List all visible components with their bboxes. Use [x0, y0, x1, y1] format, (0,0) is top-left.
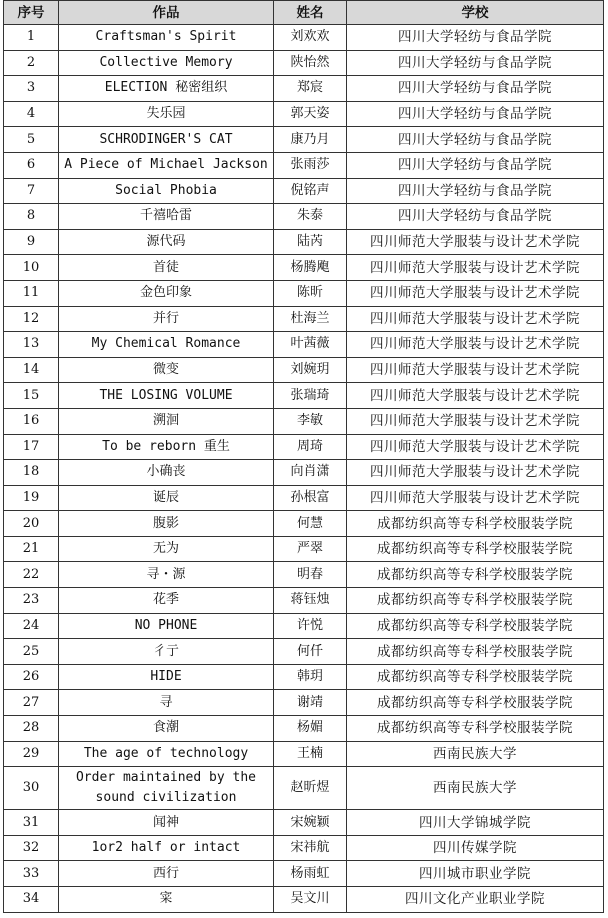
- cell-work: 彳亍: [59, 639, 274, 665]
- header-row: [4, 1, 604, 25]
- cell-number: 17: [4, 434, 59, 460]
- table-row: [4, 434, 604, 460]
- cell-name: 孙根富: [274, 485, 347, 511]
- cell-name: 谢靖: [274, 690, 347, 716]
- cell-work: THE LOSING VOLUME: [59, 383, 274, 409]
- cell-name: 郭天姿: [274, 101, 347, 127]
- table-row: [4, 101, 604, 127]
- cell-work: 寻・源: [59, 562, 274, 588]
- cell-number: 32: [4, 835, 59, 861]
- table-row: [4, 178, 604, 204]
- table-row: [4, 485, 604, 511]
- cell-number: 22: [4, 562, 59, 588]
- cell-school: 四川文化产业职业学院: [347, 887, 604, 913]
- cell-work: To be reborn 重生: [59, 434, 274, 460]
- cell-work: Collective Memory: [59, 50, 274, 76]
- table-row: [4, 127, 604, 153]
- cell-number: 13: [4, 332, 59, 358]
- cell-number: 19: [4, 485, 59, 511]
- cell-name: 杨雨虹: [274, 861, 347, 887]
- cell-school: 四川传媒学院: [347, 835, 604, 861]
- header-work: 作品: [59, 1, 274, 25]
- cell-name: 杨腾飑: [274, 255, 347, 281]
- cell-number: 34: [4, 887, 59, 913]
- table-row: [4, 741, 604, 767]
- cell-school: 四川大学轻纺与食品学院: [347, 152, 604, 178]
- cell-name: 郑宸: [274, 76, 347, 102]
- cell-work: Social Phobia: [59, 178, 274, 204]
- table-row: [4, 357, 604, 383]
- cell-name: 蒋钰烛: [274, 588, 347, 614]
- cell-work: Order maintained by the sound civilization: [59, 767, 274, 810]
- cell-name: 杜海兰: [274, 306, 347, 332]
- cell-work: 寻: [59, 690, 274, 716]
- table-row: [4, 613, 604, 639]
- cell-school: 四川师范大学服装与设计艺术学院: [347, 383, 604, 409]
- table-row: [4, 332, 604, 358]
- table-body: [4, 25, 604, 913]
- cell-name: 李敏: [274, 408, 347, 434]
- table-row: [4, 690, 604, 716]
- cell-school: 四川大学轻纺与食品学院: [347, 204, 604, 230]
- cell-school: 四川师范大学服装与设计艺术学院: [347, 408, 604, 434]
- cell-school: 成都纺织高等专科学校服装学院: [347, 664, 604, 690]
- table-row: [4, 76, 604, 102]
- cell-school: 四川大学轻纺与食品学院: [347, 50, 604, 76]
- cell-name: 向肖潇: [274, 460, 347, 486]
- cell-school: 成都纺织高等专科学校服装学院: [347, 536, 604, 562]
- cell-number: 7: [4, 178, 59, 204]
- cell-work: A Piece of Michael Jackson: [59, 152, 274, 178]
- table-row: [4, 152, 604, 178]
- cell-school: 成都纺织高等专科学校服装学院: [347, 613, 604, 639]
- table-row: [4, 204, 604, 230]
- table-row: [4, 588, 604, 614]
- cell-number: 21: [4, 536, 59, 562]
- cell-number: 3: [4, 76, 59, 102]
- table-row: [4, 306, 604, 332]
- cell-work: ELECTION 秘密组织: [59, 76, 274, 102]
- cell-work: My Chemical Romance: [59, 332, 274, 358]
- cell-work: 无为: [59, 536, 274, 562]
- table-row: [4, 511, 604, 537]
- table-row: [4, 229, 604, 255]
- cell-school: 四川师范大学服装与设计艺术学院: [347, 332, 604, 358]
- cell-number: 29: [4, 741, 59, 767]
- cell-number: 31: [4, 810, 59, 836]
- cell-work: NO PHONE: [59, 613, 274, 639]
- cell-name: 宋婉颖: [274, 810, 347, 836]
- cell-work: 千禧哈雷: [59, 204, 274, 230]
- table-row: [4, 460, 604, 486]
- cell-school: 四川大学轻纺与食品学院: [347, 76, 604, 102]
- cell-school: 成都纺织高等专科学校服装学院: [347, 716, 604, 742]
- cell-name: 许悦: [274, 613, 347, 639]
- cell-school: 成都纺织高等专科学校服装学院: [347, 562, 604, 588]
- table-row: [4, 562, 604, 588]
- cell-school: 成都纺织高等专科学校服装学院: [347, 690, 604, 716]
- cell-name: 张瑞琦: [274, 383, 347, 409]
- table-row: [4, 280, 604, 306]
- cell-school: 四川师范大学服装与设计艺术学院: [347, 255, 604, 281]
- table-row: [4, 835, 604, 861]
- cell-work: 并行: [59, 306, 274, 332]
- cell-school: 四川师范大学服装与设计艺术学院: [347, 229, 604, 255]
- cell-number: 27: [4, 690, 59, 716]
- cell-school: 四川大学轻纺与食品学院: [347, 25, 604, 51]
- award-table: [3, 0, 604, 913]
- cell-school: 成都纺织高等专科学校服装学院: [347, 588, 604, 614]
- cell-work: 小确丧: [59, 460, 274, 486]
- cell-work: 寀: [59, 887, 274, 913]
- cell-name: 明春: [274, 562, 347, 588]
- table-header: [4, 1, 604, 25]
- cell-school: 四川师范大学服装与设计艺术学院: [347, 357, 604, 383]
- cell-work: 失乐园: [59, 101, 274, 127]
- cell-work: 西行: [59, 861, 274, 887]
- cell-work: 花季: [59, 588, 274, 614]
- cell-number: 18: [4, 460, 59, 486]
- cell-name: 严翠: [274, 536, 347, 562]
- cell-name: 张雨莎: [274, 152, 347, 178]
- cell-number: 15: [4, 383, 59, 409]
- cell-school: 四川师范大学服装与设计艺术学院: [347, 460, 604, 486]
- header-name: 姓名: [274, 1, 347, 25]
- cell-school: 西南民族大学: [347, 741, 604, 767]
- cell-name: 陈昕: [274, 280, 347, 306]
- cell-school: 四川城市职业学院: [347, 861, 604, 887]
- cell-number: 30: [4, 767, 59, 810]
- cell-name: 倪铭声: [274, 178, 347, 204]
- cell-number: 25: [4, 639, 59, 665]
- cell-school: 成都纺织高等专科学校服装学院: [347, 511, 604, 537]
- cell-work: The age of technology: [59, 741, 274, 767]
- cell-school: 四川大学轻纺与食品学院: [347, 127, 604, 153]
- cell-school: 四川大学轻纺与食品学院: [347, 101, 604, 127]
- cell-number: 4: [4, 101, 59, 127]
- table-row: [4, 536, 604, 562]
- cell-number: 28: [4, 716, 59, 742]
- cell-work: 微变: [59, 357, 274, 383]
- cell-name: 刘欢欢: [274, 25, 347, 51]
- cell-number: 12: [4, 306, 59, 332]
- header-number: 序号: [4, 1, 59, 25]
- cell-work: 腹影: [59, 511, 274, 537]
- cell-school: 四川师范大学服装与设计艺术学院: [347, 306, 604, 332]
- cell-number: 9: [4, 229, 59, 255]
- cell-number: 20: [4, 511, 59, 537]
- cell-number: 16: [4, 408, 59, 434]
- cell-number: 23: [4, 588, 59, 614]
- cell-school: 西南民族大学: [347, 767, 604, 810]
- cell-name: 陕怡然: [274, 50, 347, 76]
- table-row: [4, 639, 604, 665]
- cell-work: HIDE: [59, 664, 274, 690]
- cell-number: 1: [4, 25, 59, 51]
- cell-number: 26: [4, 664, 59, 690]
- cell-name: 杨媚: [274, 716, 347, 742]
- cell-name: 吴文川: [274, 887, 347, 913]
- cell-work: 诞辰: [59, 485, 274, 511]
- cell-number: 10: [4, 255, 59, 281]
- table-row: [4, 408, 604, 434]
- table-row: [4, 810, 604, 836]
- cell-number: 11: [4, 280, 59, 306]
- cell-number: 5: [4, 127, 59, 153]
- cell-name: 宋祎航: [274, 835, 347, 861]
- table-row: [4, 767, 604, 810]
- cell-number: 2: [4, 50, 59, 76]
- cell-name: 刘婉玥: [274, 357, 347, 383]
- cell-work: 1or2 half or intact: [59, 835, 274, 861]
- cell-work: Craftsman's Spirit: [59, 25, 274, 51]
- table-row: [4, 716, 604, 742]
- cell-school: 四川大学锦城学院: [347, 810, 604, 836]
- cell-work: SCHRODINGER'S CAT: [59, 127, 274, 153]
- table-row: [4, 50, 604, 76]
- cell-name: 周琦: [274, 434, 347, 460]
- header-school: 学校: [347, 1, 604, 25]
- cell-work: 金色印象: [59, 280, 274, 306]
- cell-number: 14: [4, 357, 59, 383]
- table-row: [4, 383, 604, 409]
- cell-name: 王楠: [274, 741, 347, 767]
- cell-name: 陆芮: [274, 229, 347, 255]
- cell-school: 四川师范大学服装与设计艺术学院: [347, 485, 604, 511]
- table-row: [4, 861, 604, 887]
- cell-name: 叶茜薇: [274, 332, 347, 358]
- cell-school: 四川师范大学服装与设计艺术学院: [347, 434, 604, 460]
- cell-work: 源代码: [59, 229, 274, 255]
- table-row: [4, 887, 604, 913]
- cell-work: 食潮: [59, 716, 274, 742]
- cell-number: 24: [4, 613, 59, 639]
- cell-work: 溯洄: [59, 408, 274, 434]
- cell-number: 6: [4, 152, 59, 178]
- cell-name: 何仟: [274, 639, 347, 665]
- cell-name: 赵昕煜: [274, 767, 347, 810]
- cell-number: 8: [4, 204, 59, 230]
- table-row: [4, 255, 604, 281]
- cell-number: 33: [4, 861, 59, 887]
- cell-name: 朱泰: [274, 204, 347, 230]
- cell-work: 闻神: [59, 810, 274, 836]
- table-row: [4, 664, 604, 690]
- cell-name: 韩玥: [274, 664, 347, 690]
- table-row: [4, 25, 604, 51]
- cell-school: 四川大学轻纺与食品学院: [347, 178, 604, 204]
- cell-school: 四川师范大学服装与设计艺术学院: [347, 280, 604, 306]
- cell-work: 首徒: [59, 255, 274, 281]
- cell-school: 成都纺织高等专科学校服装学院: [347, 639, 604, 665]
- cell-name: 何慧: [274, 511, 347, 537]
- cell-name: 康乃月: [274, 127, 347, 153]
